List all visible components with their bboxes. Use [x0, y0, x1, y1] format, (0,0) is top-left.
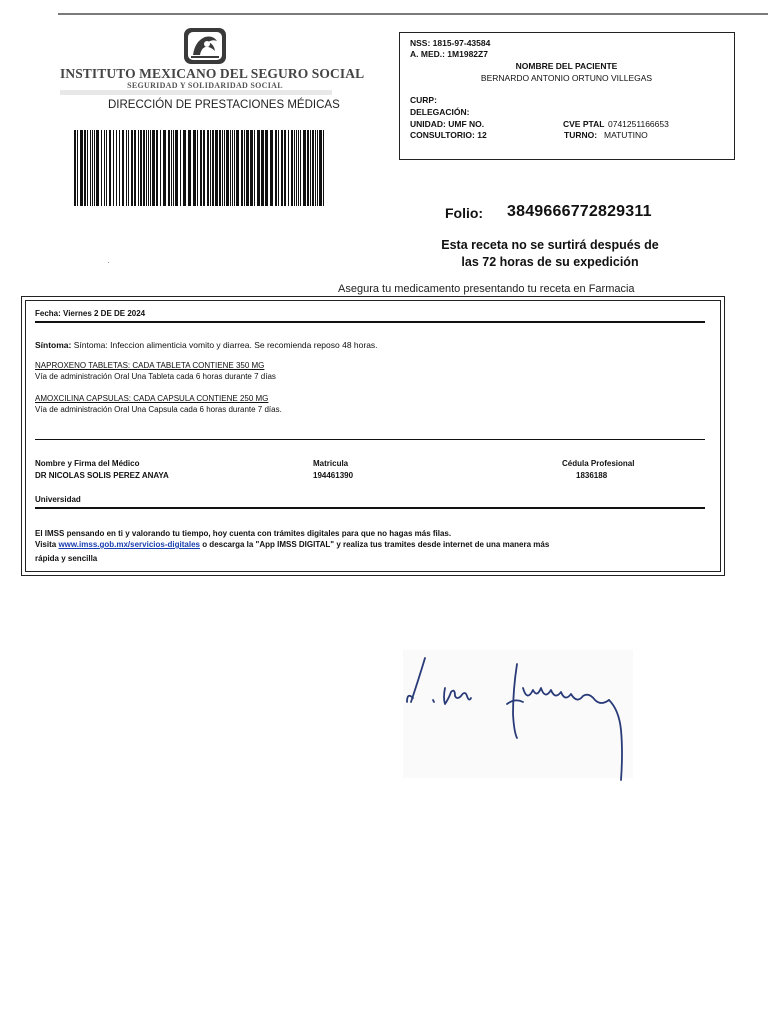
doctor-name: DR NICOLAS SOLIS PEREZ ANAYA: [35, 471, 169, 480]
barcode-bar: [87, 130, 88, 206]
barcode-bar: [116, 130, 117, 206]
barcode-bar: [298, 130, 299, 206]
universidad-label: Universidad: [35, 495, 81, 504]
folio-number: 3849666772829311: [507, 203, 652, 220]
patient-info-box: [399, 32, 735, 160]
barcode-bar: [270, 130, 273, 206]
barcode-bar: [109, 130, 111, 206]
barcode-bar: [257, 130, 260, 206]
barcode-bar: [180, 130, 181, 206]
barcode-bar: [307, 130, 309, 206]
barcode-bar: [77, 130, 78, 206]
barcode-bar: [173, 130, 174, 206]
barcode-bar: [146, 130, 147, 206]
medication-1-instructions: Vía de administración Oral Una Tableta cada 6 horas durante 7 días: [35, 372, 276, 381]
app-download-text: o descarga la "App IMSS DIGITAL" y realiza tus tramites desde internet de una manera más: [199, 540, 550, 549]
doctor-label: Nombre y Firma del Médico: [35, 459, 140, 468]
digital-notice-line-1: El IMSS pensando en ti y valorando tu tiempo, hoy cuenta con trámites digitales para que no hagas más filas.: [35, 529, 452, 538]
barcode-bar: [152, 130, 155, 206]
unidad-label: UNIDAD: UMF NO.: [410, 119, 485, 129]
barcode-bar: [275, 130, 277, 206]
barcode-bar: [294, 130, 295, 206]
barcode-bar: [210, 130, 211, 206]
stray-dot: [108, 262, 109, 263]
barcode-bar: [143, 130, 145, 206]
barcode-bar: [241, 130, 243, 206]
barcode-bar: [319, 130, 322, 206]
expiry-warning-line-2: las 72 horas de su expedición: [461, 255, 639, 269]
barcode-bar: [212, 130, 214, 206]
barcode-bar: [317, 130, 318, 206]
folio-label: Folio:: [445, 205, 484, 221]
barcode-bar: [126, 130, 127, 206]
barcode-bar: [128, 130, 129, 206]
barcode-bar: [236, 130, 239, 206]
barcode-bar: [303, 130, 306, 206]
barcode-bar: [168, 130, 170, 206]
barcode-bar: [94, 130, 95, 206]
barcode: [72, 130, 326, 206]
nss-field: NSS: 1815-97-43584: [410, 38, 491, 48]
barcode-bar: [312, 130, 314, 206]
amed-field: A. MED.: 1M1982Z7: [410, 49, 488, 59]
barcode-bar: [163, 130, 166, 206]
institution-name: INSTITUTO MEXICANO DEL SEGURO SOCIAL: [60, 66, 365, 81]
barcode-bar: [138, 130, 139, 206]
barcode-bar: [92, 130, 93, 206]
barcode-bar: [140, 130, 142, 206]
expiry-warning: [430, 237, 670, 271]
barcode-bar: [148, 130, 149, 206]
barcode-bar: [207, 130, 209, 206]
barcode-bar: [230, 130, 231, 206]
barcode-bar: [96, 130, 99, 206]
barcode-bar: [310, 130, 311, 206]
barcode-bar: [215, 130, 218, 206]
prescription-date: Fecha: Viernes 2 DE DE 2024: [35, 309, 146, 318]
cve-ptal-value: 0741251166653: [608, 119, 669, 129]
barcode-bar: [296, 130, 297, 206]
barcode-bar: [150, 130, 151, 206]
consultorio-field: CONSULTORIO: 12: [410, 130, 487, 140]
top-divider: [58, 13, 768, 15]
barcode-bar: [80, 130, 83, 206]
doctor-signature: [395, 640, 645, 790]
medication-1-name: NAPROXENO TABLETAS: CADA TABLETA CONTIENE 350 MG: [35, 361, 265, 370]
barcode-bar: [323, 130, 324, 206]
barcode-bar: [284, 130, 286, 206]
barcode-bar: [222, 130, 223, 206]
date-divider: [35, 321, 705, 323]
digital-notice-line-2: [35, 540, 549, 549]
barcode-bar: [101, 130, 102, 206]
symptom-text: Síntoma: Infeccion alimenticia vomito y diarrea. Se recomienda reposo 48 horas.: [73, 340, 378, 350]
matricula-label: Matricula: [313, 459, 349, 468]
barcode-bar: [281, 130, 283, 206]
barcode-bar: [160, 130, 161, 206]
turno-value: MATUTINO: [604, 130, 648, 140]
barcode-bar: [300, 130, 301, 206]
barcode-bar: [203, 130, 205, 206]
medication-2-instructions: Vía de administración Oral Una Capsula cada 6 horas durante 7 días.: [35, 405, 282, 414]
curp-label: CURP:: [410, 95, 437, 105]
barcode-bar: [106, 130, 107, 206]
symptom-line: [35, 340, 378, 350]
symptom-label: Síntoma:: [35, 340, 72, 350]
imss-digital-services-link[interactable]: www.imss.gob.mx/servicios-digitales: [58, 540, 200, 549]
barcode-bar: [246, 130, 249, 206]
barcode-bar: [224, 130, 225, 206]
barcode-bar: [183, 130, 186, 206]
barcode-bar: [122, 130, 124, 206]
barcode-bar: [171, 130, 172, 206]
barcode-bar: [265, 130, 268, 206]
delegacion-label: DELEGACIÓN:: [410, 107, 470, 117]
barcode-bar: [84, 130, 86, 206]
barcode-bar: [200, 130, 202, 206]
universidad-divider: [35, 507, 705, 509]
barcode-bar: [232, 130, 233, 206]
cve-ptal-label: CVE PTAL: [563, 119, 605, 129]
barcode-bar: [90, 130, 91, 206]
digital-notice-line-3: rápida y sencilla: [35, 554, 98, 563]
barcode-bar: [131, 130, 133, 206]
barcode-bar: [134, 130, 136, 206]
barcode-bar: [234, 130, 235, 206]
barcode-bar: [156, 130, 158, 206]
barcode-bar: [291, 130, 293, 206]
barcode-bar: [119, 130, 120, 206]
imss-eagle-logo-icon: [183, 27, 227, 65]
medication-divider: [35, 439, 705, 440]
cedula-label: Cédula Profesional: [562, 459, 635, 468]
matricula-value: 194461390: [313, 471, 354, 480]
barcode-bar: [113, 130, 114, 206]
institution-underline: [60, 90, 332, 95]
turno-label: TURNO:: [564, 130, 598, 140]
barcode-bar: [226, 130, 229, 206]
barcode-bar: [104, 130, 105, 206]
barcode-bar: [219, 130, 221, 206]
barcode-bar: [193, 130, 196, 206]
medication-2-name: AMOXCILINA CAPSULAS: CADA CAPSULA CONTIENE 250 MG: [35, 394, 269, 403]
barcode-bar: [250, 130, 253, 206]
barcode-bar: [261, 130, 264, 206]
expiry-warning-line-1: Esta receta no se surtirá después de: [441, 238, 659, 252]
barcode-bar: [254, 130, 255, 206]
barcode-bar: [315, 130, 316, 206]
cedula-value: 1836188: [576, 471, 608, 480]
visita-text: Visita: [35, 540, 57, 549]
barcode-bar: [288, 130, 289, 206]
institution-subtitle: SEGURIDAD Y SOLIDARIDAD SOCIAL: [127, 81, 283, 90]
barcode-bar: [278, 130, 279, 206]
barcode-bar: [175, 130, 178, 206]
direction-title: DIRECCIÓN DE PRESTACIONES MÉDICAS: [108, 99, 340, 111]
patient-name-label: NOMBRE DEL PACIENTE: [515, 61, 618, 71]
barcode-bar: [244, 130, 245, 206]
barcode-bar: [74, 130, 76, 206]
barcode-bar: [188, 130, 191, 206]
pharmacy-notice: Asegura tu medicamento presentando tu receta en Farmacia: [338, 283, 635, 295]
prescription-box: [25, 300, 721, 572]
patient-name: BERNARDO ANTONIO ORTUNO VILLEGAS: [480, 73, 653, 83]
barcode-bar: [197, 130, 198, 206]
